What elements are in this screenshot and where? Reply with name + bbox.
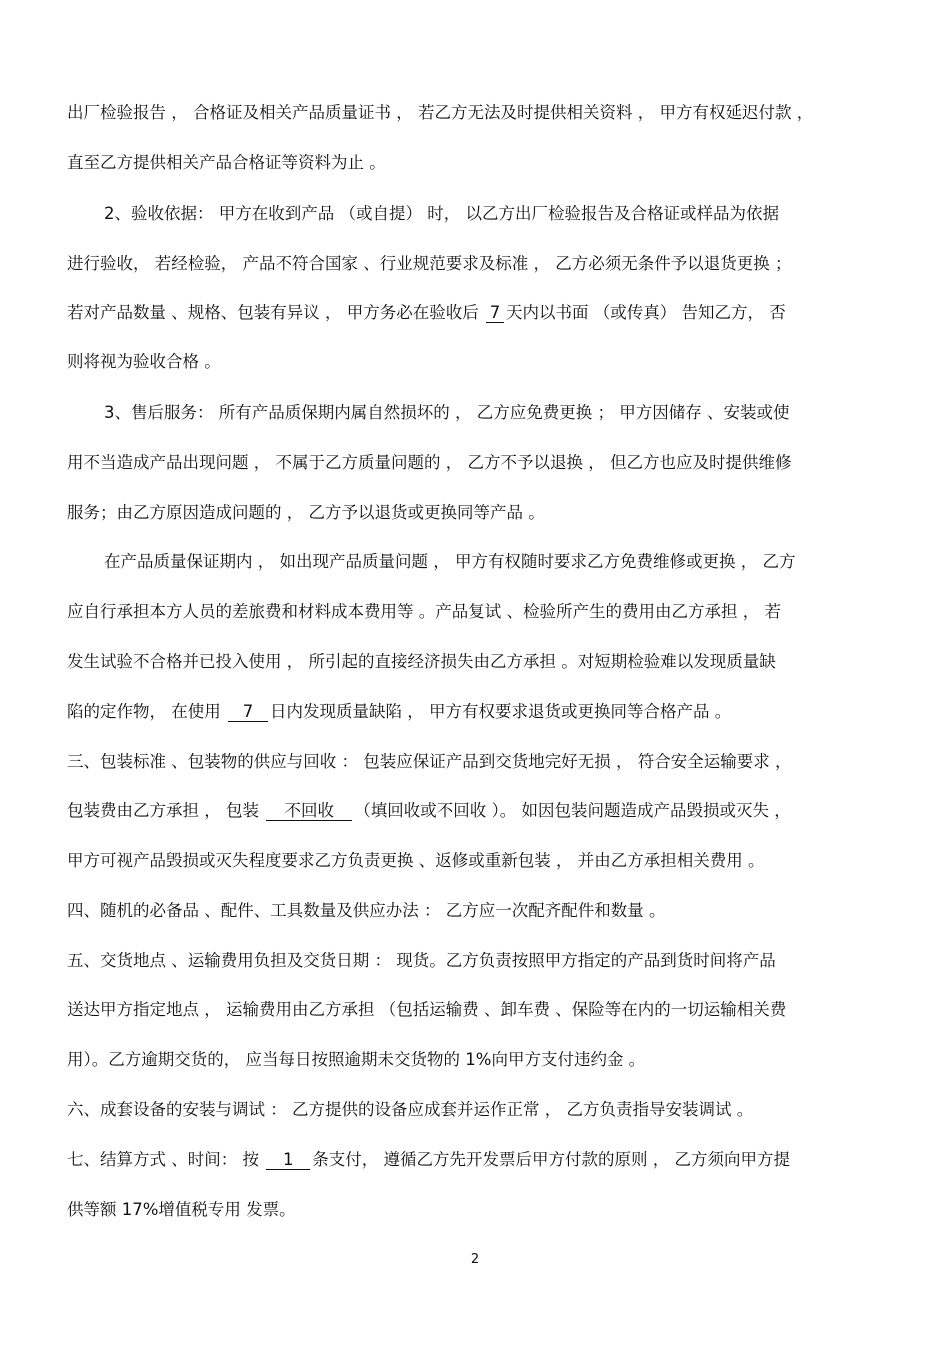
text-segment: 向甲方支付违约金 。 <box>491 1050 646 1069</box>
text-line-penalty <box>67 1049 897 1071</box>
text-line-defect-days <box>67 701 897 723</box>
text-segment: 天内以书面 （或传真） 告知乙方， 否 <box>505 303 786 322</box>
section-heading-packaging: 三、包装标准 、包装物的供应与回收 ： 包装应保证产品到交货地完好无损 ， 符合安全运输要求 ， <box>67 752 792 771</box>
fill-blank-packaging: 不回收 <box>266 802 352 821</box>
page-number: 2 <box>470 1252 480 1267</box>
text-line: 在产品质量保证期内 ， 如出现产品质量问题 ， 甲方有权随时要求乙方免费维修或更换 ， 乙方 <box>104 552 796 571</box>
text-line: 出厂检验报告 ， 合格证及相关产品质量证书 ， 若乙方无法及时提供相关资料 ， 甲方有权延迟付款 ， <box>67 103 814 122</box>
section-heading-accessories: 四、随机的必备品 、配件、工具数量及供应办法 ： 乙方应一次配齐配件和数量 。 <box>67 901 666 920</box>
section-heading-installation: 六、成套设备的安装与调试 ： 乙方提供的设备应成套并运作正常 ， 乙方负责指导安装调试 。 <box>67 1100 754 1119</box>
section-heading-delivery: 五、交货地点 、运输费用负担及交货日期 ： 现货。乙方负责按照甲方指定的产品到货时间将产品 <box>67 951 776 970</box>
text-segment: 用）。乙方逾期交货的， 应当每日按照逾期未交货物的 <box>67 1050 466 1069</box>
text-line-notice-days <box>67 302 897 324</box>
section-heading-settlement <box>67 1149 897 1171</box>
text-line: 应自行承担本方人员的差旅费和材料成本费用等 。产品复试 、检验所产生的费用由乙方承担 ， 若 <box>67 602 781 621</box>
text-line: 送达甲方指定地点 ， 运输费用由乙方承担 （包括运输费 、卸车费 、保险等在内的一切运输相关费 <box>67 1000 787 1019</box>
text-segment: 若对产品数量 、规格、包装有异议 ， 甲方务必在验收后 <box>67 303 484 322</box>
text-segment: 陷的定作物， 在使用 <box>67 702 226 721</box>
text-line-packaging-return <box>67 800 897 822</box>
text-line: 则将视为验收合格 。 <box>67 352 221 371</box>
text-segment: 条支付， 遵循乙方先开发票后甲方付款的原则 ， 乙方须向甲方提 <box>312 1150 790 1169</box>
text-segment: 七、结算方式 、时间： 按 <box>67 1150 265 1169</box>
section-heading-after-sales: 3、售后服务： 所有产品质保期内属自然损坏的 ， 乙方应免费更换 ； 甲方因储存 、安装或使 <box>104 403 790 422</box>
section-heading-inspection-basis: 2、验收依据： 甲方在收到产品 （或自提） 时， 以乙方出厂检验报告及合格证或样品为依据 <box>104 204 779 223</box>
text-segment: 包装费由乙方承担 ， 包装 <box>67 801 265 820</box>
text-line: 直至乙方提供相关产品合格证等资料为止 。 <box>67 153 386 172</box>
text-line: 用不当造成产品出现问题 ， 不属于乙方质量问题的 ， 乙方不予以退换 ， 但乙方也应及时提供维修 <box>67 453 792 472</box>
text-segment: 日内发现质量缺陷 ， 甲方有权要求退货或更换同等合格产品 。 <box>270 702 732 721</box>
text-segment: （填回收或不回收 ）。 如因包装问题造成产品毁损或灭失 ， <box>354 801 791 820</box>
text-line: 服务；由乙方原因造成问题的 ， 乙方予以退货或更换同等产品 。 <box>67 503 545 522</box>
fill-blank-days: 7 <box>228 703 268 722</box>
text-line: 进行验收， 若经检验， 产品不符合国家 、行业规范要求及标准 ， 乙方必须无条件予以退货更换 ； <box>67 254 792 273</box>
text-line: 发生试验不合格并已投入使用 ， 所引起的直接经济损失由乙方承担 。对短期检验难以发现质量缺 <box>67 652 776 671</box>
penalty-rate: 1% <box>465 1050 492 1069</box>
text-line: 供等额 17%增值税专用 发票。 <box>67 1200 296 1219</box>
fill-blank-installments: 1 <box>266 1151 310 1170</box>
fill-blank-days: 7 <box>486 304 504 323</box>
text-line: 甲方可视产品毁损或灭失程度要求乙方负责更换 、返修或重新包装 ， 并由乙方承担相关费用 。 <box>67 851 765 870</box>
